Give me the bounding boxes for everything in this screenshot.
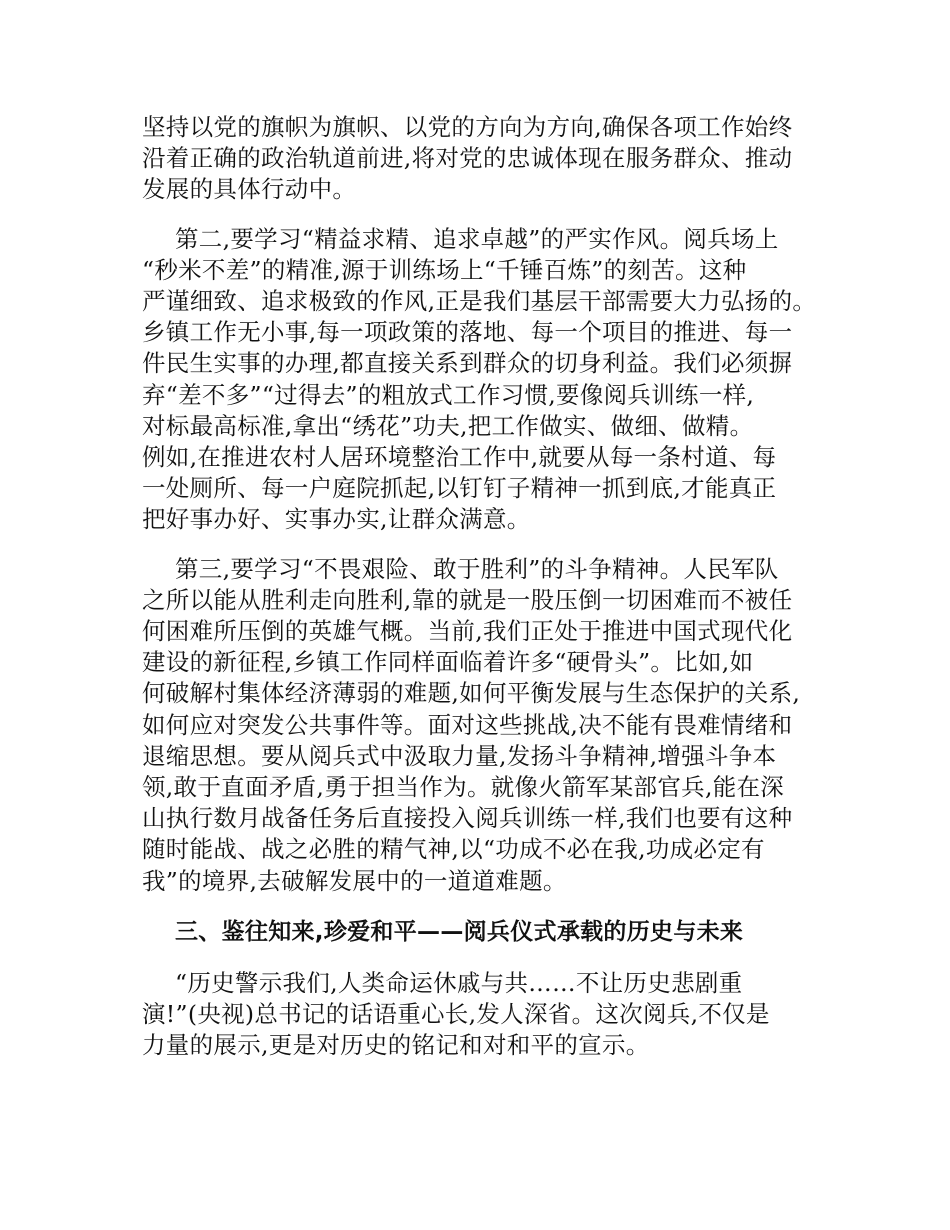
text-line: 严谨细致、追求极致的作风,正是我们基层干部需要大力弘扬的。 — [142, 287, 817, 316]
text-line: 第三,要学习“不畏艰险、敢于胜利”的斗争精神。人民军队 — [175, 554, 779, 583]
text-line: 何困难所压倒的英雄气概。当前,我们正处于推进中国式现代化 — [142, 617, 793, 646]
section-heading: 三、鉴往知来,珍爱和平——阅兵仪式承载的历史与未来 — [175, 918, 744, 945]
paragraph-1 — [142, 112, 808, 206]
text-line: 演!”(央视)总书记的话语重心长,发人深省。这次阅兵,不仅是 — [142, 1000, 770, 1029]
text-line: 沿着正确的政治轨道前进,将对党的忠诚体现在服务群众、推动 — [142, 144, 793, 173]
text-line: “秒米不差”的精准,源于训练场上“千锤百炼”的刻苦。这种 — [142, 255, 747, 284]
text-line: 发展的具体行动中。 — [142, 175, 357, 204]
text-line: “历史警示我们,人类命运休戚与共……不让历史悲剧重 — [175, 968, 743, 997]
text-line: 我”的境界,去破解发展中的一道道难题。 — [142, 866, 567, 895]
text-line: 坚持以党的旗帜为旗帜、以党的方向为方向,确保各项工作始终 — [142, 113, 793, 141]
text-line: 建设的新征程,乡镇工作同样面临着许多“硬骨头”。比如,如 — [142, 648, 754, 677]
text-line: 把好事办好、实事办实,让群众满意。 — [142, 505, 531, 534]
text-line: 山执行数月战备任务后直接投入阅兵训练一样,我们也要有这种 — [142, 804, 793, 833]
text-line: 一处厕所、每一户庭院抓起,以钉钉子精神一抓到底,才能真正 — [142, 474, 777, 503]
text-line: 如何应对突发公共事件等。面对这些挑战,决不能有畏难情绪和 — [142, 710, 793, 739]
text-line: 退缩思想。要从阅兵式中汲取力量,发扬斗争精神,增强斗争本 — [142, 741, 777, 770]
text-line: 乡镇工作无小事,每一项政策的落地、每一个项目的推进、每一 — [142, 318, 793, 347]
text-line: 件民生实事的办理,都直接关系到群众的切身利益。我们必须摒 — [142, 349, 793, 378]
text-line: 力量的展示,更是对历史的铭记和对和平的宣示。 — [142, 1031, 650, 1060]
text-line: 第二,要学习“精益求精、追求卓越”的严实作风。阅兵场上 — [175, 224, 779, 253]
text-line: 例如,在推进农村人居环境整治工作中,就要从每一条村道、每 — [142, 443, 777, 472]
document-page — [142, 112, 817, 1061]
paragraph-3 — [142, 554, 808, 897]
text-line: 何破解村集体经济薄弱的难题,如何平衡发展与生态保护的关系, — [142, 679, 801, 708]
text-line: 弃“差不多”“过得去”的粗放式工作习惯,要像阅兵训练一样, — [142, 380, 755, 409]
paragraph-2 — [142, 224, 817, 536]
text-line: 对标最高标准,拿出“绣花”功夫,把工作做实、做细、做精。 — [142, 411, 754, 440]
paragraph-4 — [142, 968, 808, 1062]
text-line: 领,敢于直面矛盾,勇于担当作为。就像火箭军某部官兵,能在深 — [142, 773, 785, 802]
text-line: 随时能战、战之必胜的精气神,以“功成不必在我,功成必定有 — [142, 835, 765, 864]
text-line: 之所以能从胜利走向胜利,靠的就是一股压倒一切困难而不被任 — [142, 585, 793, 614]
